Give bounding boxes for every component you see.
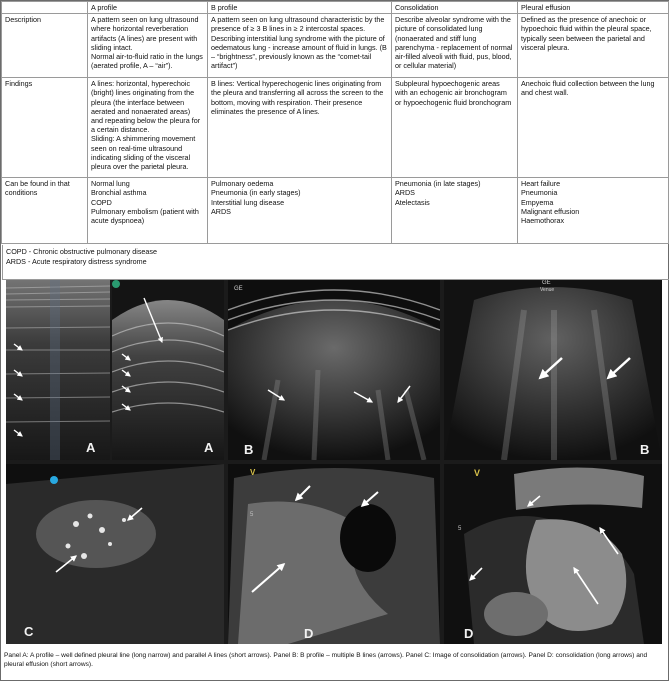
cell-line: Malignant effusion [521,206,580,216]
panel-label: D [464,626,474,641]
cell-line: Anechoic fluid collection between the lung and chest wall. [521,79,655,98]
table-header-cell [2,2,88,14]
table-header-cell: A profile [88,2,208,14]
v-indicator: V [474,468,481,478]
cell-line: Pulmonary oedema [211,179,274,189]
panel-d-right [444,464,662,644]
cell-line: Pulmonary embolism (patient with acute dyspnoea) [91,206,199,226]
cell-line: B lines: Vertical hyperechogenic lines originating from the pleura and transferring all across the screen to the bottom, moving with respiration. Their presence eliminates the presence of A lines. [211,79,384,116]
ultrasound-figure [6,280,662,644]
cell-line: ARDS [395,188,415,198]
cell-line: Normal lung [91,179,130,189]
abbreviation-line: COPD - Chronic obstructive pulmonary disease [6,247,157,256]
table-header-cell: B profile [208,2,392,14]
cell-line: A pattern seen on lung ultrasound characteristic by the presence of ≥ 3 B lines in ≥ 2 intercostal spaces. Describing interstitial lung syndrome with the picture of oedematous lung - increase amount of fluid in lungs. (B – “brightness”, previously known as the “comet-tail artifact”) [211,15,387,71]
panel-b-left [228,280,440,460]
cell-line: COPD [91,197,112,207]
lung-ultrasound-profiles-table [1,1,669,244]
table-cell [518,178,669,244]
table-cell [392,178,518,244]
table-cell [518,78,669,178]
row-label: Findings [2,78,88,178]
v-indicator: V [250,468,256,477]
cell-line: Pneumonia (in early stages) [211,188,301,198]
cell-line: Defined as the presence of anechoic or hypoechoic fluid within the pleural space, typically seen between the parietal and visceral pleura. [521,15,652,52]
table-cell [88,78,208,178]
cell-line: Empyema [521,197,554,207]
table-row [2,14,669,78]
abbreviations-box [2,245,669,280]
row-label: Can be found in that conditions [2,178,88,244]
figure-caption: Panel A: A profile – well defined pleural line (long narrow) and parallel A lines (short arrows). Panel B: B profile – multiple B lines (arrows). Panel C: Image of consolidation (arrows). Panel D: consolidation (long arrows) and pleural effusion (short arrows). [4,652,648,668]
panel-label: B [244,442,254,457]
row-label: Description [2,14,88,78]
panel-a-linear [6,280,110,460]
abbreviation-line: ARDS - Acute respiratory distress syndrome [6,257,147,266]
table-cell [518,14,669,78]
table-header-cell: Consolidation [392,2,518,14]
panel-a-convex [112,280,224,460]
table-cell [88,178,208,244]
panel-d-left [228,464,440,644]
cell-line: A lines: horizontal, hyperechoic (bright) lines originating from the pleura (the interface between aerated and nonaerated areas) and repeating below the pleura for a certain distance. [91,79,201,135]
cell-line: Bronchial asthma [91,188,147,198]
ge-logo-text: GE [542,280,551,286]
cell-line: Pneumonia [521,188,558,198]
panel-label: A [204,440,214,455]
panel-label: D [304,626,314,641]
table-cell [208,78,392,178]
cell-line: Interstitial lung disease [211,197,285,207]
cell-line: Subpleural hypoechogenic areas with an echogenic air bronchogram or hypoechogenic fluid bronchogram [395,79,512,107]
cell-line: Atelectasis [395,197,430,207]
cell-line: Haemothorax [521,216,565,226]
table-row [2,178,669,244]
ge-logo-text: GE [234,286,243,292]
depth-marker: 5 [458,526,462,532]
table-cell [208,14,392,78]
depth-marker: 5 [250,512,254,518]
panel-label: C [24,624,34,639]
table-header-cell: Pleural effusion [518,2,669,14]
table-cell [392,78,518,178]
cell-line: Normal air-to-fluid ratio in the lungs (aerated profile, A – “air”). [91,52,203,71]
cell-line: Pneumonia (in late stages) [395,179,481,189]
panel-c [6,464,224,644]
table-cell [208,178,392,244]
panel-b-right [444,280,662,460]
cell-line: Heart failure [521,179,561,189]
cell-line: A pattern seen on lung ultrasound where horizontal reverberation artifacts (A lines) are present with sliding intact. [91,15,199,52]
panel-label: B [640,442,650,457]
cell-line: Describe alveolar syndrome with the picture of consolidated lung (nonaerated and stiff lung parenchyma - replacement of normal air-filled alveoli with fluid, pus, blood, or cellular material) [395,15,513,71]
cell-line: ARDS [211,206,231,216]
panel-label: A [86,440,96,455]
table-cell [88,14,208,78]
venue-logo-text: Venue [540,287,555,293]
cell-line: Sliding: A shimmering movement seen on real-time ultrasound indicating sliding of the visceral pleura over the parietal pleura. [91,134,196,172]
table-row [2,78,669,178]
table-cell [392,14,518,78]
table-header-row [2,2,669,14]
